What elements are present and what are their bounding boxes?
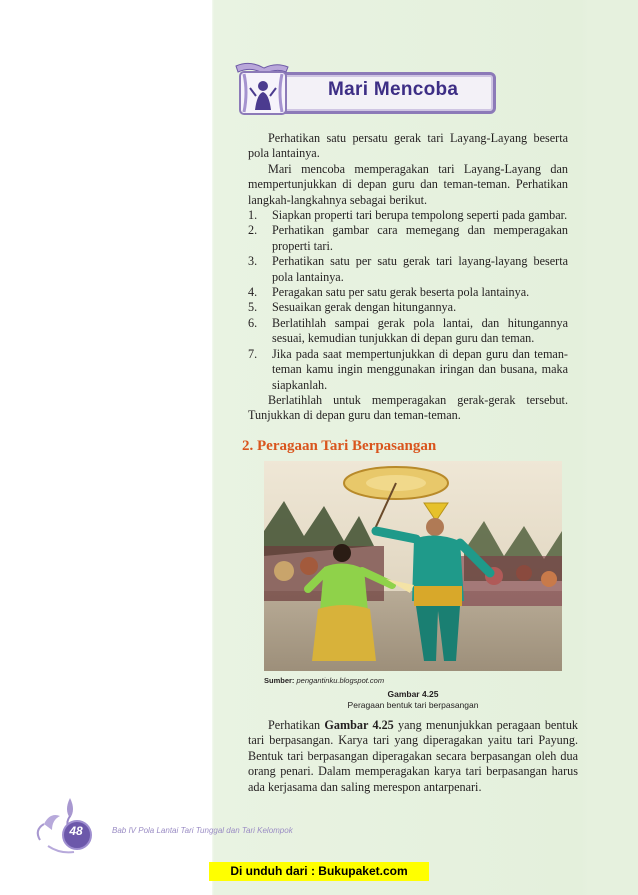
step-number: 6. bbox=[248, 315, 258, 330]
figure-number: Gambar 4.25 bbox=[387, 689, 439, 699]
dance-photo-illustration bbox=[264, 461, 562, 671]
paragraph-rest: yang menunjukkan peragaan bentuk tari berpasangan. Karya tari yang diperagakan yaitu tari Payung. Bentuk tari berpasangan diperagakan secara berpasangan oleh dua orang penari. Dalam memperagakan karya tari berpasangan harus ada kerjasama dan saling merespon antarpenari. bbox=[248, 718, 579, 794]
step-number: 2. bbox=[248, 223, 258, 238]
step-text: Siapkan properti tari berupa tempolong seperti pada gambar. bbox=[272, 208, 568, 223]
page-number: 48 bbox=[69, 824, 83, 838]
steps-list bbox=[248, 208, 568, 393]
source-value: pengantinku.blogspot.com bbox=[296, 676, 385, 685]
step-number: 4. bbox=[248, 285, 258, 300]
figure-source bbox=[264, 676, 384, 685]
step-number: 7. bbox=[248, 346, 258, 361]
list-item bbox=[248, 223, 568, 254]
list-item bbox=[248, 208, 568, 223]
explanation-text bbox=[248, 718, 578, 795]
paragraph-start: Perhatikan bbox=[268, 718, 325, 732]
activity-text bbox=[248, 131, 568, 424]
step-text: Sesuaikan gerak dengan hitungannya. bbox=[272, 300, 457, 315]
step-number: 3. bbox=[248, 254, 258, 269]
step-text: Peragakan satu per satu gerak beserta pola lantainya. bbox=[272, 285, 530, 300]
download-banner: Di unduh dari : Bukupaket.com bbox=[209, 862, 429, 881]
activity-banner bbox=[230, 58, 498, 128]
list-item bbox=[248, 254, 568, 285]
step-text: Perhatikan gambar cara memegang dan memperagakan properti tari. bbox=[272, 223, 568, 253]
left-margin bbox=[0, 0, 212, 895]
chapter-title: Bab IV Pola Lantai Tari Tunggal dan Tari Kelompok bbox=[112, 826, 293, 835]
source-label: Sumber: bbox=[264, 676, 295, 685]
intro-paragraph-2: Mari mencoba memperagakan tari Layang-Layang dan mempertunjukkan di depan guru dan teman-teman. Perhatikan langkah-langkahnya sebagai berikut. bbox=[248, 161, 568, 207]
closing-paragraph: Berlatihlah untuk memperagakan gerak-gerak tersebut. Tunjukkan di depan guru dan teman-teman. bbox=[248, 392, 568, 423]
list-item bbox=[248, 316, 568, 347]
dance-photo bbox=[264, 461, 562, 671]
step-number: 5. bbox=[248, 300, 258, 315]
stage-figure-icon bbox=[230, 58, 300, 122]
step-text: Berlatihlah sampai gerak pola lantai, dan hitungannya sesuai, kemudian tunjukkan di depan guru dan teman. bbox=[272, 315, 568, 346]
list-item bbox=[248, 285, 568, 300]
intro-paragraph-1: Perhatikan satu persatu gerak tari Layang-Layang beserta pola lantainya. bbox=[248, 131, 568, 161]
list-item bbox=[248, 300, 568, 315]
step-text: Jika pada saat mempertunjukkan di depan guru dan teman-teman kamu ingin menggunakan iringan dan busana, maka siapkanlah. bbox=[272, 346, 568, 392]
right-margin-strip bbox=[590, 0, 638, 895]
list-item bbox=[248, 347, 568, 393]
figure-reference: Gambar 4.25 bbox=[324, 718, 394, 732]
section-heading: 2. Peragaan Tari Berpasangan bbox=[242, 438, 437, 454]
banner-title: Mari Mencoba bbox=[328, 79, 459, 100]
step-text: Perhatikan satu per satu gerak tari layang-layang beserta pola lantainya. bbox=[272, 254, 568, 284]
explanation-paragraph bbox=[248, 718, 578, 795]
step-number: 1. bbox=[248, 208, 258, 223]
figure-caption: Peragaan bentuk tari berpasangan bbox=[347, 700, 479, 710]
